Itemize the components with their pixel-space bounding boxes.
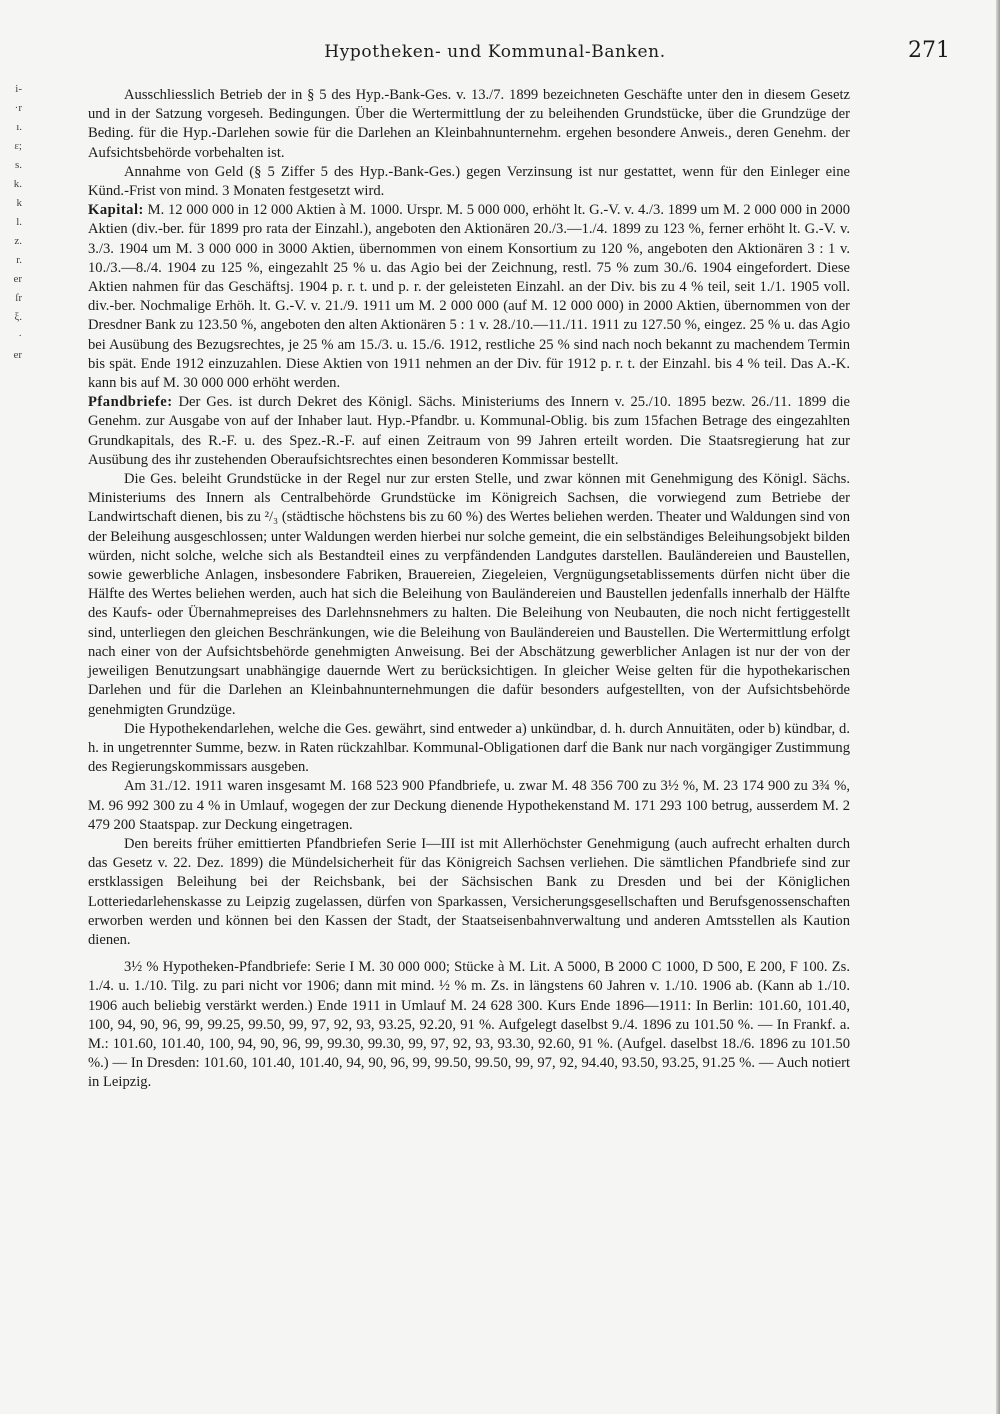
paragraph-beleihung: Die Ges. beleiht Grundstücke in der Regel nur zur ersten Stelle, und zwar können mit Genehmigung des Königl. Sächs. Ministeriums des Innern als Centralbehörde Grundstücke im Königreich Sachsen, die vorwiegend zum Betriebe der Landwirtschaft dienen, bis zu ²/₃ (städtische höchstens bis zu 60 %) des Wertes beliehen werden. Theater und Waldungen sind von der Beleihung ausgeschlossen; unter Waldungen werden hierbei nur solche gemeint, die ein selbständiges Beleihungsobjekt bilden würden, nicht solche, welche sich als Bestandteil eines zu verpfändenden Landgutes darstellen. Bauländereien und Baustellen, sowie gewerbliche Anlagen, insbesondere Fabriken, Brauereien, Ziegeleien, Vergnügungsetablissements dürfen nicht über die Hälfte des Wertes beliehen werden, auch hat sich die Beleihung von Bauländereien und Baustellen jedenfalls innerhalb der Hälfte des Kaufs- oder Übernahmepreises des Darlehnsnehmers zu halten. Die Beleihung von Neubauten, die noch nicht fertiggestellt sind, unterliegen den gleichen Beschränkungen, wie die Beleihung von Bauländereien und Baustellen. Die Wertermittlung erfolgt nach einer von der Aufsichtsbehörde genehmigten Anweisung. Bei der Abschätzung gewerblicher Anlagen ist nur der von der jeweiligen Benutzungsart unabhängige dauernde Wert zu berücksichtigen. In gleicher Weise gelten für die hypothekarischen Darlehen und für die Darlehen an Kleinbahnunternehmungen die dafür besonders aufgestellten, von der Aufsichtsbehörde genehmigten Grundzüge. — [88, 471, 850, 718]
margin-fragment: z. — [14, 235, 22, 247]
margin-fragment: ı. — [16, 121, 22, 133]
margin-fragment: · — [18, 330, 22, 342]
paragraph-pfandbriefe-serie: 3½ % Hypotheken-Pfandbriefe: Serie I M. 30 000 000; Stücke à M. Lit. A 5000, B 2000 C 1000, D 500, E 200, F 100. Zs. 1./4. u. 1./10. Tilg. zu pari nicht vor 1906; dann mit mind. ½ % m. Zs. in längstens 60 Jahren v. 1./10. 1906 ab. (Kann ab 1./10. 1906 auch beliebig verstärkt werden.) Ende 1911 in Umlauf M. 24 628 300. Kurs Ende 1896—1911: In Berlin: 101.60, 101.40, 100, 94, 90, 96, 99, 99.25, 99.50, 99, 97, 92, 93, 93.25, 92.20, 91 %. Aufgelegt daselbst 9./4. 1896 zu 101.50 %. — In Frankf. a. M.: 101.60, 101.40, 100, 94, 90, 96, 99, 99.30, 99.30, 99, 97, 92, 93, 93.30, 92.60, 91 %. (Aufgel. daselbst 18./6. 1896 zu 101.50 %.) — In Dresden: 101.60, 101.40, 101.40, 94, 90, 96, 99, 99.50, 99.50, 99, 97, 92, 94.40, 93.50, 93.25, 91.25 %. — Auch notiert in Leipzig. — [88, 959, 850, 1091]
section-text-pfandbriefe: Der Ges. ist durch Dekret des Königl. Sächs. Ministeriums des Innern v. 25./10. 1895 bezw. 26./11. 1899 die Genehm. zur Ausgabe von auf der Inhaber laut. Hyp.-Pfandbr. u. Kommunal-Oblig. bis zum 15fachen Betrage des eingezahlten Grundkapitals, des R.-F. u. des Spez.-R.-F. auf einen Zeitraum von 99 Jahren erteilt worden. Die Staatsregierung hat zur Ausübung des ihr zustehenden Oberaufsichtsrechtes einen besonderen Kommissar bestellt. — [88, 394, 850, 468]
margin-fragment: ξ. — [14, 311, 22, 323]
margin-fragment: i- — [15, 83, 22, 95]
section-pfandbriefe — [88, 393, 850, 470]
section-heading-pfandbriefe: Pfandbriefe: — [88, 394, 173, 411]
margin-fragment: er — [13, 273, 22, 285]
margin-fragment: l. — [16, 216, 22, 228]
running-header — [90, 38, 950, 68]
margin-fragment: r. — [16, 254, 22, 266]
margin-fragment: k — [16, 197, 22, 209]
margin-fragment: ε; — [14, 140, 22, 152]
section-text-kapital: M. 12 000 000 in 12 000 Aktien à M. 1000. Urspr. M. 5 000 000, erhöht lt. G.-V. v. 4./3. 1899 um M. 2 000 000 in 2000 Aktien (div.-ber. für 1899 pro rata der Einzahl.), angeboten den Aktionären 20./3.—1./4. 1899 zu 123 %, ferner erhöht lt. G.-V. v. 3./3. 1904 um M. 3 000 000 in 3000 Aktien, übernommen von einem Konsortium zu 120 %, angeboten den Aktionären 3 : 1 v. 10./3.—8./4. 1904 zu 125 %, eingezahlt 25 % u. das Agio bei der Zeichnung, restl. 75 % zum 30./6. 1904 eingefordert. Diese Aktien nahmen für das Geschäftsj. 1904 p. r. t. und p. r. der geleisteten Einzahl. an der Div. bis zu 4 % teil, seit 1./1. 1905 voll. div.-ber. Nochmalige Erhöh. lt. G.-V. v. 21./9. 1911 um M. 2 000 000 (auf M. 12 000 000) in 2000 Aktien, übernommen von der Dresdner Bank zu 123.50 %, angeboten den alten Aktionären 5 : 1 v. 28./10.—11./11. 1911 zu 127.50 %, eingez. 25 % u. das Agio bei Ausübung des Bezugsrechtes, je 25 % am 15./3. u. 15./6. 1912, restliche 25 % sind nach noch bekannt zu machendem Termin bis spät. Ende 1912 einzuzahlen. Diese Aktien von 1911 nehmen an der Div. für 1912 p. r. t. der Einzahl. bis 4 % teil. Das A.-K. kann bis auf M. 30 000 000 erhöht werden. — [88, 202, 850, 392]
header-title: Hypotheken- und Kommunal-Banken. — [324, 42, 666, 62]
page-edge-shadow — [996, 0, 1000, 1414]
paragraph-deposits: Annahme von Geld (§ 5 Ziffer 5 des Hyp.-Bank-Ges.) gegen Verzinsung ist nur gestattet, wenn für den Einleger eine Künd.-Frist von mind. 3 Monaten festgesetzt wird. — [88, 163, 850, 200]
section-kapital — [88, 201, 850, 393]
left-margin-fragments — [0, 80, 22, 365]
section-heading-kapital: Kapital: — [88, 202, 144, 219]
body-text — [88, 86, 850, 1093]
margin-fragment: ·r — [14, 102, 22, 114]
margin-fragment: k. — [13, 178, 22, 190]
margin-fragment: s. — [14, 159, 22, 171]
paragraph-business-scope: Ausschliesslich Betrieb der in § 5 des Hyp.-Bank-Ges. v. 13./7. 1899 bezeichneten Geschäfte unter den in diesem Gesetz und in der Satzung vorgeseh. Bedingungen. Über die Wertermittlung der zu beleihenden Grundstücke, über die Grundzüge der Beding. für die Hyp.-Darlehen sowie für die Darlehen an Kleinbahnunternehm. ergehen besondere Anweis., deren Genehm. der Aufsichtsbehörde vorbehalten ist. — [88, 87, 850, 161]
page-number: 271 — [908, 38, 950, 63]
margin-fragment: er — [13, 349, 22, 361]
margin-fragment: ſr — [15, 292, 22, 304]
paragraph-muendelsicherheit: Den bereits früher emittierten Pfandbriefen Serie I—III ist mit Allerhöchster Genehmigung (auch aufrecht erhalten durch das Gesetz v. 22. Dez. 1899) die Mündelsicherheit für das Königreich Sachsen verliehen. Die sämtlichen Pfandbriefe sind zur erstklassigen Beleihung bei der Reichsbank, bei der Sächsischen Bank zu Dresden und bei der Königlichen Lotteriedarlehenskasse zu Leipzig zugelassen, dürfen von Sparkassen, Versicherungsgesellschaften und Berufsgenossenschaften erworben werden und können bei den Kassen der Stadt, der Staatseisenbahnverwaltung und anderen Amtsstellen als Kaution dienen. — [88, 835, 850, 948]
paragraph-hypothekendarlehen: Die Hypothekendarlehen, welche die Ges. gewährt, sind entweder a) unkündbar, d. h. durch Annuitäten, oder b) kündbar, d. h. in ungetrennter Summe, bezw. in Raten rückzahlbar. Kommunal-Obligationen darf die Bank nur nach vorgängiger Zustimmung des Regierungskommissars ausgeben. — [88, 720, 850, 776]
paragraph-umlauf: Am 31./12. 1911 waren insgesamt M. 168 523 900 Pfandbriefe, u. zwar M. 48 356 700 zu 3½ %, M. 23 174 900 zu 3¾ %, M. 96 992 300 zu 4 % in Umlauf, wogegen der zur Deckung dienende Hypothekenstand M. 171 293 100 betrug, ausserdem M. 2 479 200 Staatspap. zur Deckung eingetragen. — [88, 778, 850, 833]
